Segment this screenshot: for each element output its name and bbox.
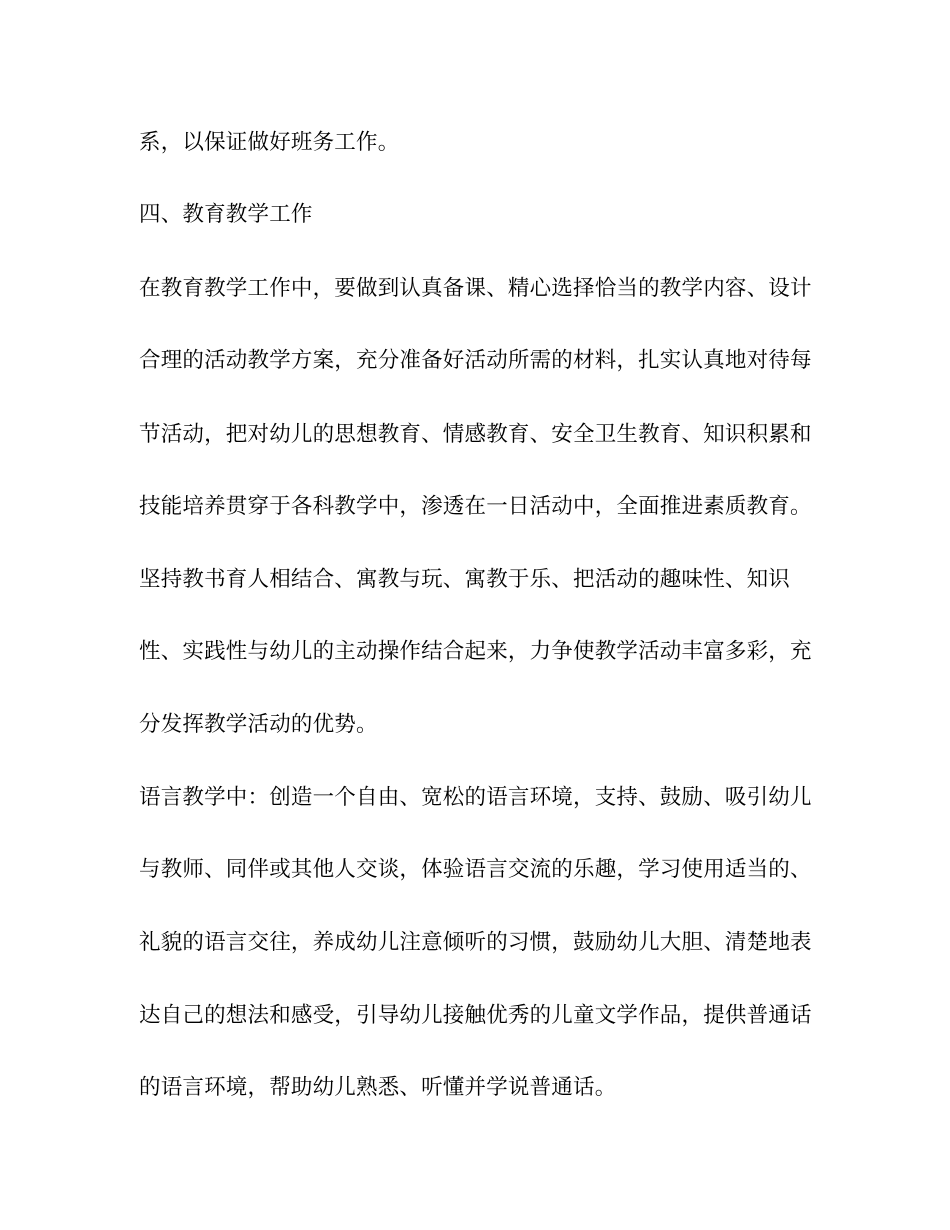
text-line: 分发挥教学活动的优势。: [139, 712, 378, 737]
text-line: 与教师、同伴或其他人交谈，体验语言交流的乐趣，学习使用适当的、: [139, 857, 812, 882]
text-line: 达自己的想法和感受，引导幼儿接触优秀的儿童文学作品，提供普通话: [139, 1003, 812, 1028]
text-line: 性、实践性与幼儿的主动操作结合起来，力争使教学活动丰富多彩，充: [139, 639, 812, 664]
text-line: 语言教学中：创造一个自由、宽松的语言环境，支持、鼓励、吸引幼儿: [139, 785, 812, 810]
text-line: 礼貌的语言交往，养成幼儿注意倾听的习惯，鼓励幼儿大胆、清楚地表: [139, 930, 812, 955]
text-line: 在教育教学工作中，要做到认真备课、精心选择恰当的教学内容、设计: [139, 276, 812, 301]
text-line: 节活动，把对幼儿的思想教育、情感教育、安全卫生教育、知识积累和: [139, 422, 812, 447]
text-line: 坚持教书育人相结合、寓教与玩、寓教于乐、把活动的趣味性、知识: [139, 567, 791, 592]
section-heading: 四、教育教学工作: [139, 202, 313, 227]
text-line-continuation: 系，以保证做好班务工作。: [139, 130, 400, 155]
text-line: 技能培养贯穿于各科教学中，渗透在一日活动中，全面推进素质教育。: [139, 494, 812, 519]
text-line: 合理的活动教学方案，充分准备好活动所需的材料，扎实认真地对待每: [139, 348, 812, 373]
text-line: 的语言环境，帮助幼儿熟悉、听懂并学说普通话。: [139, 1075, 617, 1100]
